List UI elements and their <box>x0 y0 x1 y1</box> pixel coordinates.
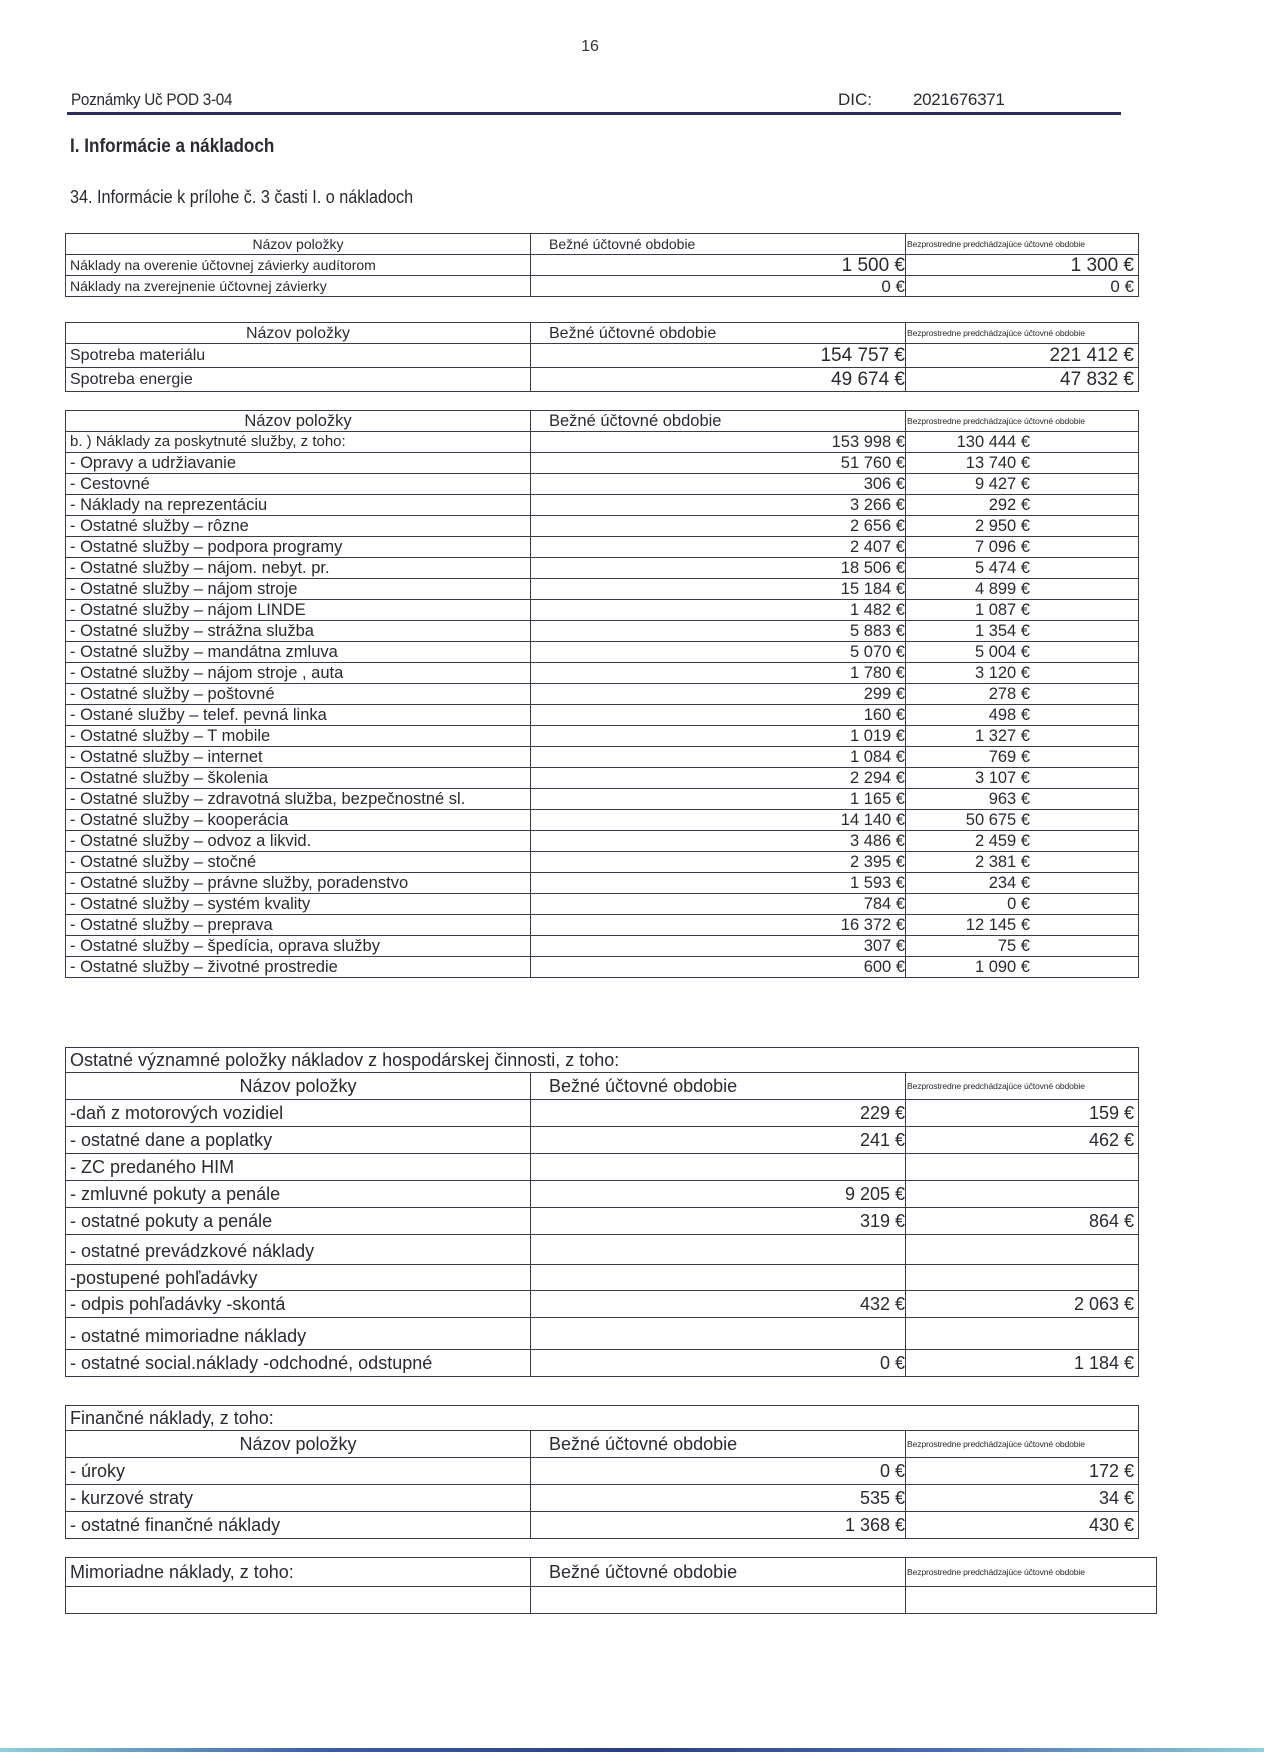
table-caption: Mimoriadne náklady, z toho: <box>66 1558 531 1587</box>
row-name: Spotreba materiálu <box>66 344 531 368</box>
row-name: - Ostatné služby – nájom stroje <box>66 579 531 600</box>
row-name: - Ostatné služby – nájom stroje , auta <box>66 663 531 684</box>
table-row <box>66 810 1139 831</box>
row-name <box>66 1587 531 1614</box>
table-row <box>66 642 1139 663</box>
row-name: - Ostatné služby – stočné <box>66 852 531 873</box>
table-row <box>66 516 1139 537</box>
table-row <box>66 600 1139 621</box>
row-current: 2 407 € <box>849 538 905 556</box>
row-current: 1 368 € <box>844 1514 905 1535</box>
col-current-header: Bežné účtovné obdobie <box>531 1073 906 1100</box>
table-caption-row <box>66 1048 1139 1073</box>
table-header-row <box>66 234 1139 255</box>
row-current: 319 € <box>859 1210 905 1231</box>
row-name: - Ostatné služby – T mobile <box>66 726 531 747</box>
row-previous: 4 899 € <box>974 580 1030 598</box>
row-name: - zmluvné pokuty a penále <box>66 1181 531 1208</box>
row-name: - Ostané služby – telef. pevná linka <box>66 705 531 726</box>
table-row <box>66 705 1139 726</box>
row-current: 9 205 € <box>844 1183 905 1204</box>
row-name: - Náklady na reprezentáciu <box>66 495 531 516</box>
col-current-header: Bežné účtovné obdobie <box>531 1431 906 1458</box>
row-current: 2 656 € <box>849 517 905 535</box>
table-row <box>66 1485 1139 1512</box>
row-previous: 159 € <box>1088 1102 1134 1123</box>
row-previous: 278 € <box>988 685 1030 703</box>
row-previous: 2 063 € <box>1073 1293 1134 1314</box>
table-caption: Finančné náklady, z toho: <box>66 1406 1139 1431</box>
table-header-row <box>66 1558 1157 1587</box>
col-current-header: Bežné účtovné obdobie <box>531 323 906 344</box>
row-name: - úroky <box>66 1458 531 1485</box>
row-name: - ostatné social.náklady -odchodné, odstupné <box>66 1350 531 1377</box>
row-name: - Ostatné služby – strážna služba <box>66 621 531 642</box>
table-row <box>66 1181 1139 1208</box>
row-previous: 34 € <box>1098 1487 1134 1508</box>
table-row <box>66 1235 1139 1265</box>
table-row <box>66 344 1139 368</box>
document-header-title: Poznámky Uč POD 3-04 <box>71 90 233 109</box>
row-previous: 13 740 € <box>965 454 1030 472</box>
row-name: - Ostatné služby – špedícia, oprava služby <box>66 936 531 957</box>
row-current: 2 294 € <box>849 769 905 787</box>
row-name: b. ) Náklady za poskytnuté služby, z toho: <box>66 432 531 453</box>
row-current: 1 593 € <box>849 874 905 892</box>
row-previous: 430 € <box>1088 1514 1134 1535</box>
table-row <box>66 1265 1139 1291</box>
col-previous-header: Bezprostredne predchádzajúce účtovné obdobie <box>906 1431 1139 1458</box>
col-name-header: Názov položky <box>66 234 531 255</box>
row-current: 2 395 € <box>849 853 905 871</box>
row-current: 154 757 € <box>820 345 905 366</box>
table-row <box>66 558 1139 579</box>
row-previous: 9 427 € <box>974 475 1030 493</box>
row-current: 535 € <box>859 1487 905 1508</box>
row-current: 1 165 € <box>849 790 905 808</box>
table-row <box>66 453 1139 474</box>
table-row <box>66 747 1139 768</box>
row-previous: 5 004 € <box>974 643 1030 661</box>
row-current: 18 506 € <box>840 559 905 577</box>
col-current-header: Bežné účtovné obdobie <box>531 1558 906 1587</box>
col-previous-header: Bezprostredne predchádzajúce účtovné obdobie <box>906 411 1139 432</box>
page-number: 16 <box>581 38 599 55</box>
scan-edge-line <box>0 1748 1264 1752</box>
row-name: - Cestovné <box>66 474 531 495</box>
subtitle: 34. Informácie k prílohe č. 3 časti I. o nákladoch <box>70 187 414 207</box>
table-row <box>66 915 1139 936</box>
table-row <box>66 579 1139 600</box>
row-name: - Ostatné služby – preprava <box>66 915 531 936</box>
row-current: 600 € <box>863 958 905 976</box>
row-previous: 963 € <box>988 790 1030 808</box>
row-name: - ostatné dane a poplatky <box>66 1127 531 1154</box>
row-current: 432 € <box>859 1293 905 1314</box>
table-row <box>66 621 1139 642</box>
row-previous: 1 087 € <box>974 601 1030 619</box>
row-previous: 2 459 € <box>974 832 1030 850</box>
row-previous: 130 444 € <box>956 433 1030 451</box>
row-name: - ostatné mimoriadne náklady <box>66 1318 531 1350</box>
row-current: 15 184 € <box>840 580 905 598</box>
col-previous-header: Bezprostredne predchádzajúce účtovné obdobie <box>906 1073 1139 1100</box>
row-current: 299 € <box>863 685 905 703</box>
row-current: 0 € <box>879 1460 905 1481</box>
row-current: 3 266 € <box>849 496 905 514</box>
table-row <box>66 894 1139 915</box>
row-name: - Ostatné služby – životné prostredie <box>66 957 531 978</box>
table-header-row <box>66 1431 1139 1458</box>
row-current: 1 500 € <box>841 254 905 276</box>
row-current: 229 € <box>859 1102 905 1123</box>
row-current: 153 998 € <box>831 433 905 451</box>
row-name: - Ostatné služby – rôzne <box>66 516 531 537</box>
row-current: 0 € <box>881 276 905 296</box>
table-row <box>66 495 1139 516</box>
col-name-header: Názov položky <box>66 1073 531 1100</box>
table-row <box>66 474 1139 495</box>
table-row <box>66 1458 1139 1485</box>
row-name: Spotreba energie <box>66 368 531 392</box>
other-costs-table <box>65 1047 1139 1377</box>
table-row <box>66 1208 1139 1235</box>
row-previous: 462 € <box>1088 1129 1134 1150</box>
section-title: I. Informácie a nákladoch <box>70 136 275 157</box>
row-name: Náklady na zverejnenie účtovnej závierky <box>66 276 531 297</box>
table-row <box>66 1587 1157 1614</box>
row-previous: 5 474 € <box>974 559 1030 577</box>
row-current: 1 780 € <box>849 664 905 682</box>
table-row <box>66 1318 1139 1350</box>
table-row <box>66 726 1139 747</box>
extraordinary-costs-table <box>65 1557 1157 1614</box>
row-name: Náklady na overenie účtovnej závierky audítorom <box>66 255 531 276</box>
row-previous: 12 145 € <box>965 916 1030 934</box>
row-name: - ostatné prevádzkové náklady <box>66 1235 531 1265</box>
row-name: - Ostatné služby – právne služby, poradenstvo <box>66 873 531 894</box>
row-previous: 1 354 € <box>974 622 1030 640</box>
row-name: - Ostatné služby – zdravotná služba, bezpečnostné sl. <box>66 789 531 810</box>
row-previous: 3 107 € <box>974 769 1030 787</box>
table-row <box>66 276 1139 297</box>
row-previous: 864 € <box>1088 1210 1134 1231</box>
table-row <box>66 368 1139 392</box>
table-row <box>66 1350 1139 1377</box>
row-previous: 221 412 € <box>1049 345 1134 366</box>
row-current: 14 140 € <box>840 811 905 829</box>
row-previous: 1 300 € <box>1070 254 1134 276</box>
row-name: - Ostatné služby – odvoz a likvid. <box>66 831 531 852</box>
row-name: -daň z motorových vozidiel <box>66 1100 531 1127</box>
row-current: 241 € <box>859 1129 905 1150</box>
row-name: - ZC predaného HIM <box>66 1154 531 1181</box>
table-row <box>66 537 1139 558</box>
row-name: - Ostatné služby – školenia <box>66 768 531 789</box>
table-row <box>66 1127 1139 1154</box>
table-row <box>66 1100 1139 1127</box>
financial-costs-table <box>65 1405 1139 1539</box>
row-previous: 292 € <box>988 496 1030 514</box>
row-previous: 0 € <box>1007 895 1030 913</box>
table-header-row <box>66 1073 1139 1100</box>
table-row <box>66 1512 1139 1539</box>
row-previous: 2 950 € <box>974 517 1030 535</box>
audit-table <box>65 233 1139 297</box>
col-previous-header: Bezprostredne predchádzajúce účtovné obdobie <box>906 323 1139 344</box>
row-name: -postupené pohľadávky <box>66 1265 531 1291</box>
table-row <box>66 957 1139 978</box>
row-previous: 75 € <box>997 937 1030 955</box>
table-caption: Ostatné významné položky nákladov z hospodárskej činnosti, z toho: <box>66 1048 1139 1073</box>
row-current: 49 674 € <box>831 369 905 390</box>
row-previous: 3 120 € <box>974 664 1030 682</box>
row-name: - Ostatné služby – kooperácia <box>66 810 531 831</box>
table-row <box>66 768 1139 789</box>
row-current: 5 883 € <box>849 622 905 640</box>
table-row <box>66 789 1139 810</box>
table-row <box>66 663 1139 684</box>
row-current: 5 070 € <box>849 643 905 661</box>
row-current: 307 € <box>863 937 905 955</box>
col-current-header: Bežné účtovné obdobie <box>531 234 906 255</box>
row-previous: 2 381 € <box>974 853 1030 871</box>
header-divider <box>67 112 1121 115</box>
row-name: - Opravy a udržiavanie <box>66 453 531 474</box>
row-current: 160 € <box>863 706 905 724</box>
col-previous-header: Bezprostredne predchádzajúce účtovné obdobie <box>906 1558 1157 1587</box>
row-previous: 234 € <box>988 874 1030 892</box>
row-previous: 498 € <box>988 706 1030 724</box>
row-previous: 47 832 € <box>1060 369 1134 390</box>
table-row <box>66 1291 1139 1318</box>
row-previous: 1 184 € <box>1073 1352 1134 1373</box>
row-previous: 1 090 € <box>974 958 1030 976</box>
row-current: 784 € <box>863 895 905 913</box>
col-name-header: Názov položky <box>66 411 531 432</box>
table-caption-row <box>66 1406 1139 1431</box>
row-current: 51 760 € <box>840 454 905 472</box>
row-name: - Ostatné služby – systém kvality <box>66 894 531 915</box>
row-previous: 0 € <box>1110 276 1134 296</box>
row-name: - Ostatné služby – nájom LINDE <box>66 600 531 621</box>
row-name: - Ostatné služby – mandátna zmluva <box>66 642 531 663</box>
services-table <box>65 410 1139 978</box>
consumption-table <box>65 322 1139 392</box>
col-name-header: Názov položky <box>66 1431 531 1458</box>
row-previous: 172 € <box>1088 1460 1134 1481</box>
row-name: - kurzové straty <box>66 1485 531 1512</box>
table-row <box>66 255 1139 276</box>
dic-value: 2021676371 <box>913 90 1005 109</box>
row-current: 1 084 € <box>849 748 905 766</box>
row-name: - Ostatné služby – podpora programy <box>66 537 531 558</box>
table-row <box>66 873 1139 894</box>
row-name: - ostatné pokuty a penále <box>66 1208 531 1235</box>
row-previous: 50 675 € <box>965 811 1030 829</box>
row-name: - Ostatné služby – poštovné <box>66 684 531 705</box>
row-previous: 7 096 € <box>974 538 1030 556</box>
col-current-header: Bežné účtovné obdobie <box>531 411 906 432</box>
row-name: - Ostatné služby – internet <box>66 747 531 768</box>
table-row <box>66 1154 1139 1181</box>
row-name: - odpis pohľadávky -skontá <box>66 1291 531 1318</box>
row-current: 1 482 € <box>849 601 905 619</box>
row-current: 3 486 € <box>849 832 905 850</box>
dic-label: DIC: <box>838 90 872 109</box>
table-row <box>66 684 1139 705</box>
row-current: 0 € <box>879 1352 905 1373</box>
row-name: - ostatné finančné náklady <box>66 1512 531 1539</box>
table-header-row <box>66 411 1139 432</box>
col-name-header: Názov položky <box>66 323 531 344</box>
row-previous: 769 € <box>988 748 1030 766</box>
table-header-row <box>66 323 1139 344</box>
row-name: - Ostatné služby – nájom. nebyt. pr. <box>66 558 531 579</box>
row-previous: 1 327 € <box>974 727 1030 745</box>
table-row <box>66 831 1139 852</box>
row-current: 16 372 € <box>840 916 905 934</box>
col-previous-header: Bezprostredne predchádzajúce účtovné obdobie <box>906 234 1139 255</box>
table-row <box>66 852 1139 873</box>
table-row <box>66 936 1139 957</box>
table-row <box>66 432 1139 453</box>
row-current: 306 € <box>863 475 905 493</box>
row-current: 1 019 € <box>849 727 905 745</box>
